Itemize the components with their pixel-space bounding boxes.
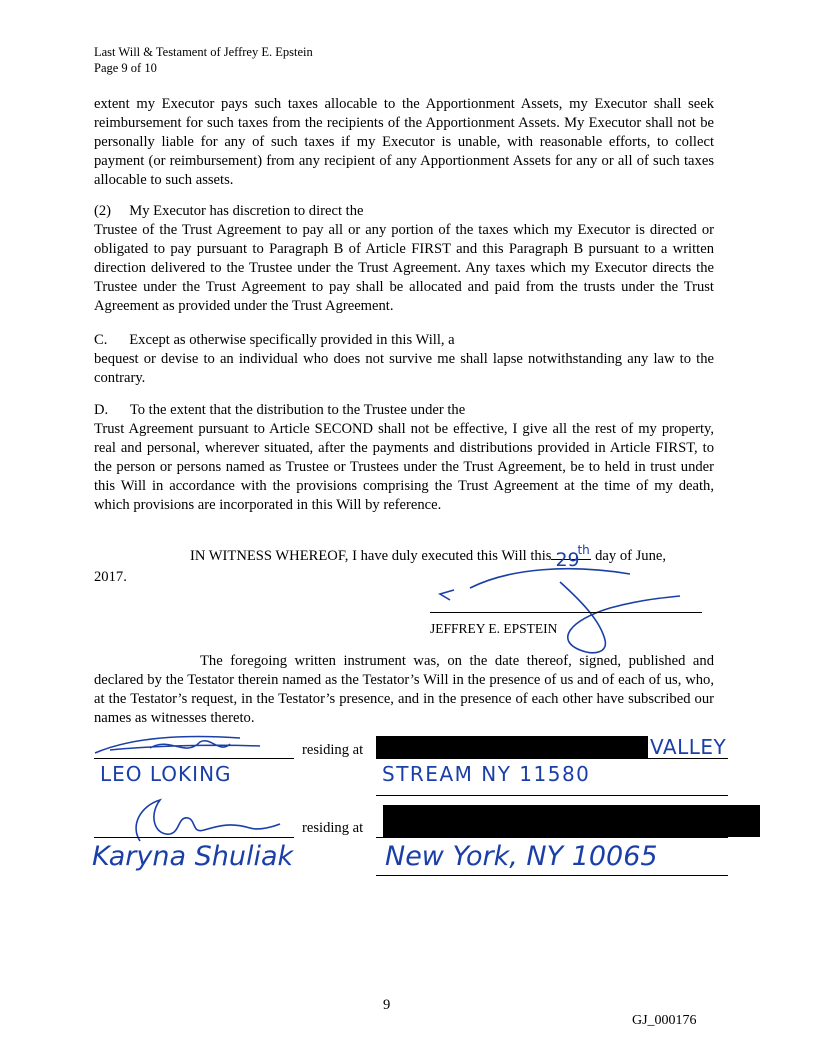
witness-clause-part1: IN WITNESS WHEREOF, I have duly executed this Will this [190,548,552,564]
witness-1-address-redaction [376,736,648,758]
header-title: Last Will & Testament of Jeffrey E. Epstein [94,45,313,59]
witness-2-residing-label: residing at [302,820,364,836]
witness-2-address-redaction [383,805,760,837]
witness-2-address-line-2-rule [376,875,728,876]
execution-day-suffix: th [577,543,590,557]
execution-day-handwritten: 29 [555,549,580,571]
execution-year: 2017. [94,569,127,585]
witness-1-address-line-2: STREAM NY 11580 [382,762,591,786]
page-number: 9 [383,997,391,1013]
witness-2-address-line-1 [376,837,728,838]
witness-clause-part2: day of June, [595,548,667,564]
attestation-clause: The foregoing written instrument was, on the date thereof, signed, published and declared by the Testator therein named as the Testator’s Will in the presence of us and of each of us, who, at the Testator’s request, in the Testator’s presence, and in the presence of each other have subscribed our names as witnesses thereto. [94,653,714,726]
witness-1-address-line-1 [376,758,728,759]
paragraph-2-lead: (2) My Executor has discretion to direct the [94,203,364,219]
witness-1-printed-name: LEO LOKING [100,762,232,786]
witness-1-address-line-2-rule [376,795,728,796]
witness-2-signature [100,796,290,846]
document-header [94,44,313,76]
bates-number: GJ_000176 [632,1013,697,1028]
paragraph-c-body: bequest or devise to an individual who does not survive me shall lapse notwithstanding any law to the contrary. [94,351,714,386]
paragraph-c-lead: C. Except as otherwise specifically provided in this Will, a [94,332,455,348]
witness-1-signature-line [94,758,294,759]
paragraph-d-lead: D. To the extent that the distribution to the Trustee under the [94,402,466,418]
testator-signature-line [430,612,702,613]
paragraph-2-body: Trustee of the Trust Agreement to pay all or any portion of the taxes which my Executor is directed or obligated to pay pursuant to Paragraph B of Article FIRST and this Paragraph B pursuant to a written direction delivered to the Trustee under the Trust Agreement. Any taxes which my Executor directs the Trustee under the Trust Agreement to pay shall be allocated and paid from the trusts under the Trust Agreement as provided under the Trust Agreement. [94,222,714,314]
header-page: Page 9 of 10 [94,61,157,75]
witness-2-signature-line [94,837,294,838]
witness-1-residing-label: residing at [302,742,364,758]
testator-signature [430,560,700,660]
witness-1-address-tail: VALLEY [650,735,727,759]
testator-printed-name: JEFFREY E. EPSTEIN [430,621,558,636]
paragraph-taxes-reimbursement: extent my Executor pays such taxes allocable to the Apportionment Assets, my Executor shall seek reimbursement for such taxes from the recipients of the Apportionment Assets. My Executor shall not be personally liable for any of such taxes if my Executor is unable, with reasonable efforts, to collect payment (or reimbursement) from any recipient of any Apportionment Assets for any or all of such taxes allocable to such assets. [94,96,714,188]
witness-2-address-line-2: New York, NY 10065 [385,841,658,872]
paragraph-d-body: Trust Agreement pursuant to Article SECOND shall not be effective, I give all the rest of my property, real and personal, wherever situated, after the payments and distributions provided in Article FIRST, to the person or persons named as Trustee or Trustees under the Trust Agreement, be to held in trust under this Will in accordance with the provisions comprising the Trust Agreement at the time of my death, which provisions are incorporated in this Will by reference. [94,421,714,513]
witness-2-printed-name: Karyna Shuliak [92,841,294,872]
